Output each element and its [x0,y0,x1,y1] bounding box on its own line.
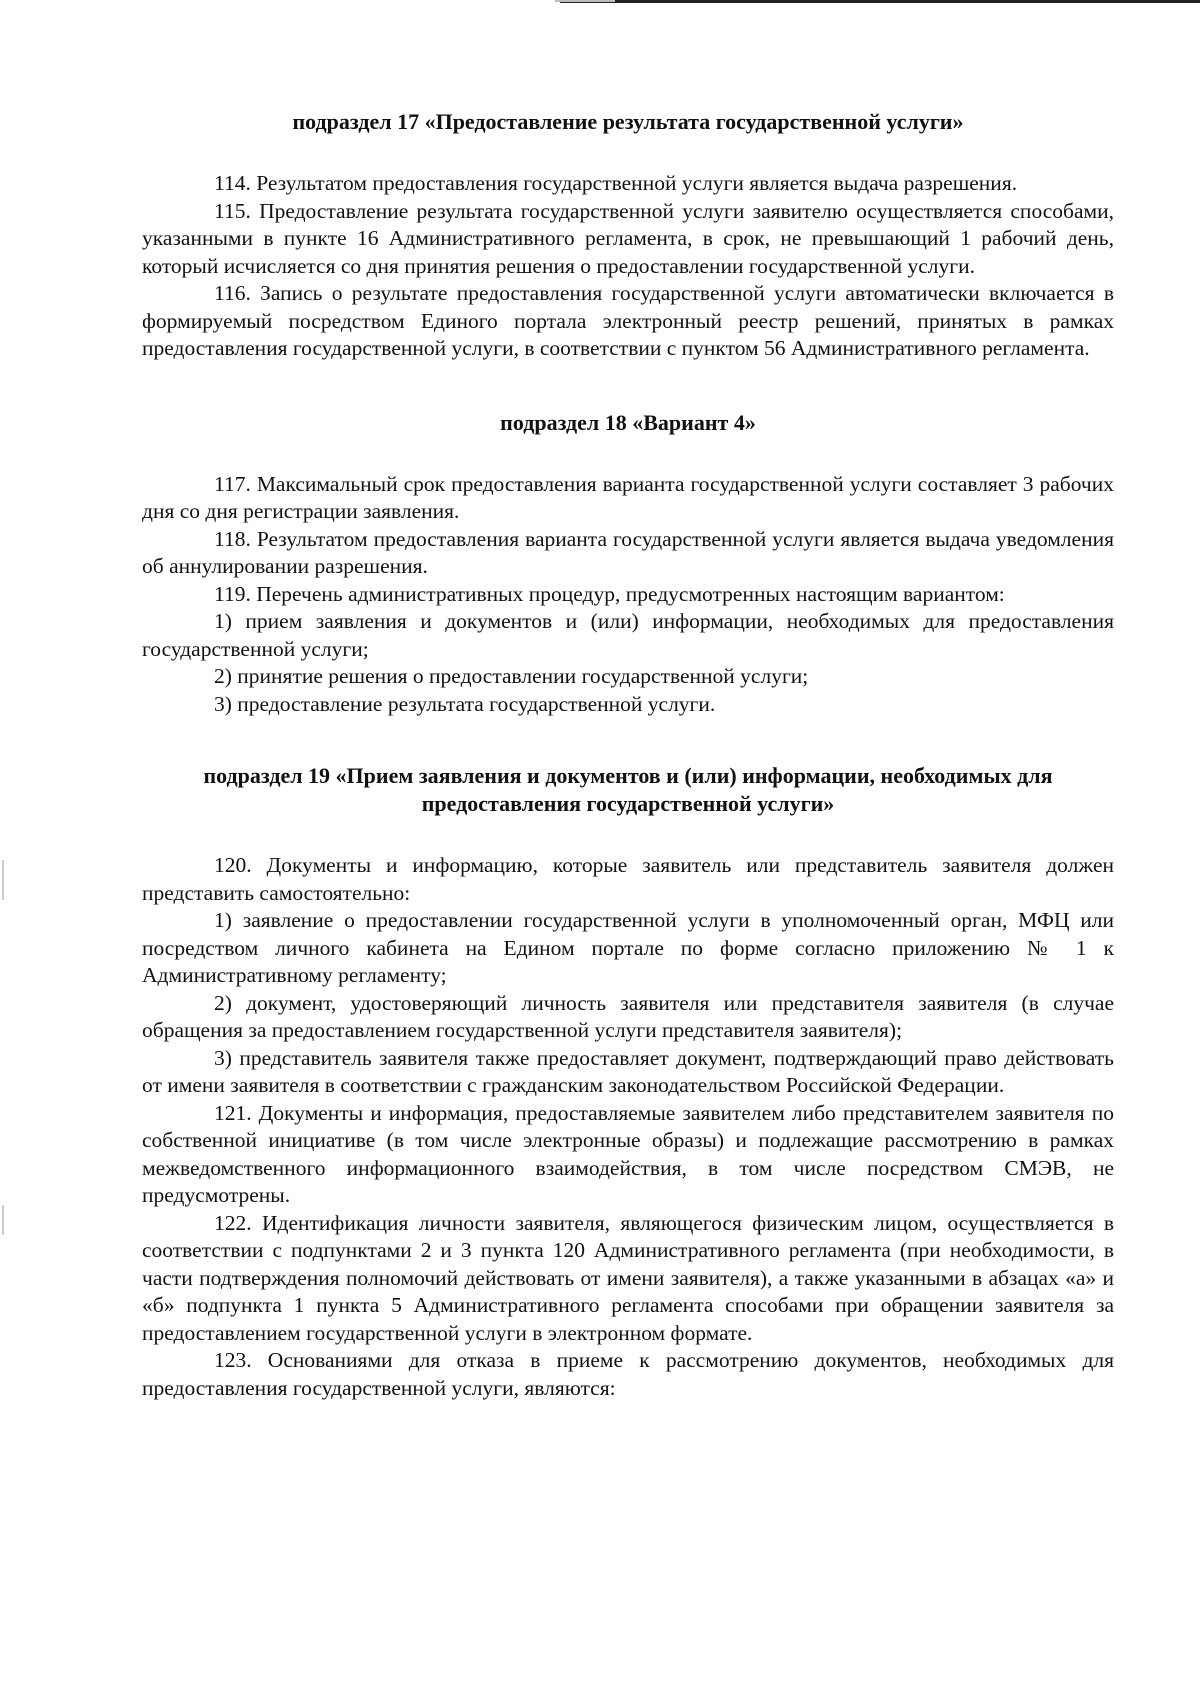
scan-left-artifact [2,1205,4,1235]
paragraph-121: 121. Документы и информация, предоставляемые заявителем либо представителем заявителя по собственной инициативе (в том числе электронные образы) и подлежащие рассмотрению в рамках межведомственного информационного взаимодействия, в том числе посредством СМЭВ, не предусмотрены. [142,1100,1114,1207]
document-page [142,108,1114,1402]
paragraph-115: 115. Предоставление результата государственной услуги заявителю осуществляется способами, указанными в пункте 16 Административного регламента, в срок, не превышающий 1 рабочий день, который исчисляется со дня принятия решения о предоставлении государственной услуги. [142,198,1114,278]
list-item-119-3: 3) предоставление результата государственной услуги. [214,691,716,716]
list-item-119-2: 2) принятие решения о предоставлении государственной услуги; [214,664,809,688]
paragraph-114: 114. Результатом предоставления государственной услуги является выдача разрешения. [214,171,1018,195]
section-heading-18: подраздел 18 «Вариант 4» [500,409,756,435]
paragraph-122: 122. Идентификация личности заявителя, являющегося физическим лицом, осуществляется в соответствии с подпунктами 2 и 3 пункта 120 Административного регламента (при необходимости, в части подтверждения полномочий действовать от имени заявителя), а также указанными в абзацах «а» и «б» подпункта 1 пункта 5 Административного регламента способами при обращении заявителя за предоставлением государственной услуги в электронном формате. [142,1210,1114,1345]
paragraph-120: 120. Документы и информацию, которые заявитель или представитель заявителя должен представить самостоятельно: [142,853,1114,905]
section-heading-19-line2: предоставления государственной услуги» [421,791,835,816]
paragraph-123: 123. Основаниями для отказа в приеме к рассмотрению документов, необходимых для предоставления государственной услуги, являются: [142,1348,1114,1400]
list-item-119-1: 1) прием заявления и документов и (или) информации, необходимых для предоставления государственной услуги; [142,609,1114,661]
section-heading-17: подраздел 17 «Предоставление результата государственной услуги» [292,109,964,134]
list-item-120-3: 3) представитель заявителя также предоставляет документ, подтверждающий право действовать от имени заявителя в соответствии с гражданским законодательством Российской Федерации. [142,1045,1114,1097]
list-item-120-1: 1) заявление о предоставлении государственной услуги в уполномоченный орган, МФЦ или посредством личного кабинета на Едином портале по форме согласно приложению № 1 к Административному регламенту; [142,908,1114,987]
scan-top-border [560,0,1200,3]
list-item-120-2: 2) документ, удостоверяющий личность заявителя или представителя заявителя (в случае обращения за предоставлением государственной услуги представителя заявителя); [142,990,1114,1042]
scan-left-artifact [2,860,4,900]
paragraph-119: 119. Перечень административных процедур, предусмотренных настоящим вариантом: [214,581,1005,606]
paragraph-117: 117. Максимальный срок предоставления варианта государственной услуги составляет 3 рабочих дня со дня регистрации заявления. [142,471,1114,523]
section-heading-19-line1: подраздел 19 «Прием заявления и документов и (или) информации, необходимых для [203,763,1053,788]
paragraph-118: 118. Результатом предоставления варианта государственной услуги является выдача уведомления об аннулировании разрешения. [142,526,1114,578]
paragraph-116: 116. Запись о результате предоставления государственной услуги автоматически включается в формируемый посредством Единого портала электронный реестр решений, принятых в рамках предоставления государственной услуги, в соответствии с пунктом 56 Административного регламента. [142,281,1114,360]
section-heading-19 [142,762,1114,818]
scan-top-mark [555,0,615,2]
